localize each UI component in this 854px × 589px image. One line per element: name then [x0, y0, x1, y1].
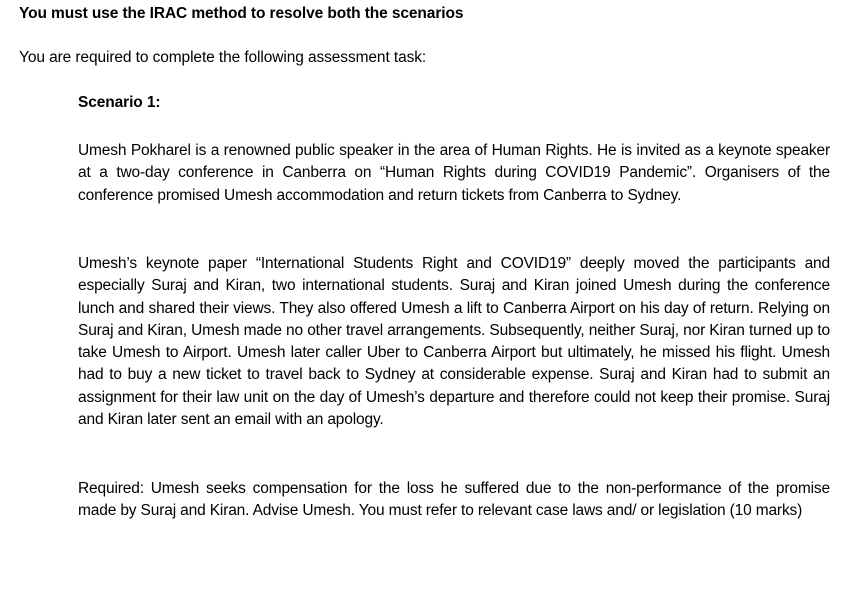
document-heading: You must use the IRAC method to resolve both the scenarios [19, 5, 464, 22]
scenario-paragraph-facts: Umesh’s keynote paper “International Students Right and COVID19” deeply moved the participants and especially Suraj and Kiran, two international students. Suraj and Kiran joined Umesh during the conference lunch and shared their views. They also offered Umesh a lift to Canberra Airport on his day of return. Relying on Suraj and Kiran, Umesh made no other travel arrangements. Subsequently, neither Suraj, nor Kiran turned up to take Umesh to Airport. Umesh later caller Uber to Canberra Airport but ultimately, he missed his flight. Umesh had to buy a new ticket to travel back to Sydney at considerable expense. Suraj and Kiran had to submit an assignment for their law unit on the day of Umesh’s departure and therefore could not keep their promise. Suraj and Kiran later sent an email with an apology. [78, 255, 830, 429]
task-intro: You are required to complete the following assessment task: [19, 49, 427, 66]
scenario-paragraph-required: Required: Umesh seeks compensation for the loss he suffered due to the non-performance of the promise made by Suraj and Kiran. Advise Umesh. You must refer to relevant case laws and/ or legislation (10 marks) [78, 480, 830, 520]
scenario-title: Scenario 1: [78, 94, 161, 111]
scenario-paragraph-background: Umesh Pokharel is a renowned public speaker in the area of Human Rights. He is invited as a keynote speaker at a two-day conference in Canberra on “Human Rights during COVID19 Pandemic”. Organisers of the conference promised Umesh accommodation and return tickets from Canberra to Sydney. [78, 142, 830, 204]
